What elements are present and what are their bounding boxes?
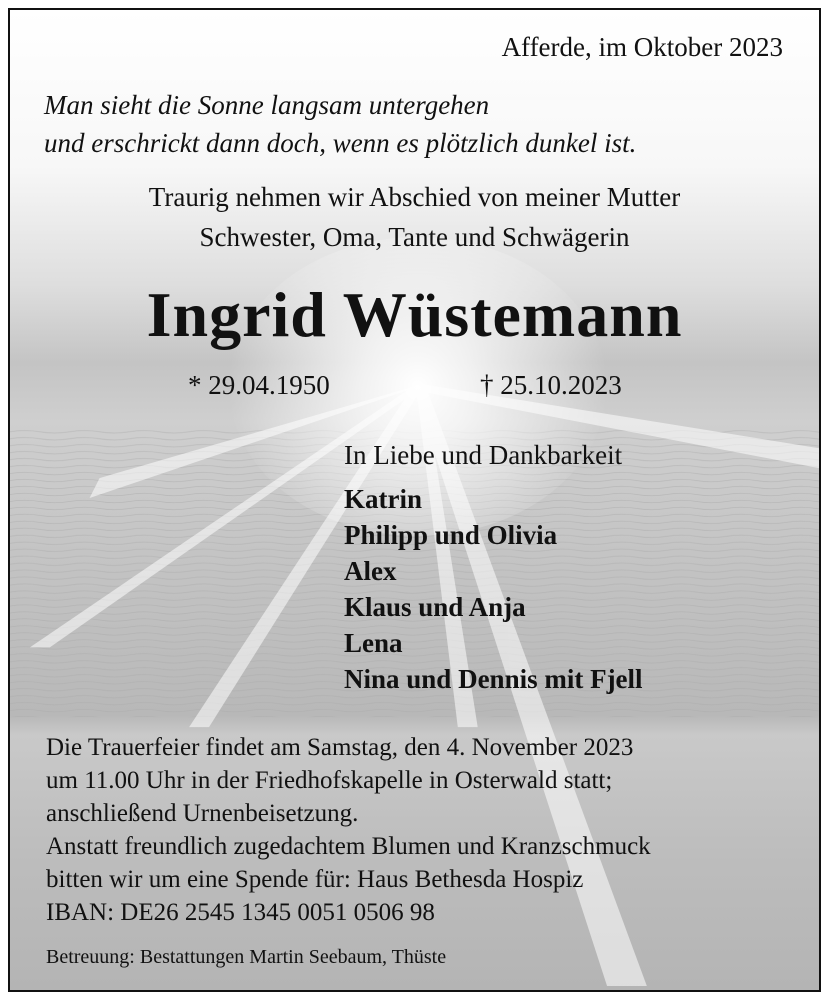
donation-info-line: bitten wir um eine Spende für: Haus Bethesda Hospiz (46, 866, 584, 893)
mourner-name: Nina und Dennis mit Fjell (344, 664, 643, 694)
intro-line: Schwester, Oma, Tante und Schwägerin (199, 222, 630, 252)
mourner-name: Klaus und Anja (344, 592, 526, 622)
quote-line: und erschrickt dann doch, wenn es plötzlich dunkel ist. (44, 128, 637, 158)
mourner-name: Lena (344, 628, 403, 658)
funeral-info-line: Die Trauerfeier findet am Samstag, den 4. November 2023 (46, 734, 634, 761)
undertaker-credit: Betreuung: Bestattungen Martin Seebaum, Thüste (46, 946, 447, 968)
mourner-name: Alex (344, 556, 397, 586)
deceased-name: Ingrid Wüstemann (146, 279, 683, 350)
intro-line: Traurig nehmen wir Abschied von meiner Mutter (148, 182, 681, 212)
funeral-info-line: um 11.00 Uhr in der Friedhofskapelle in Osterwald statt; (46, 767, 613, 794)
place-and-date: Afferde, im Oktober 2023 (501, 32, 783, 62)
birth-date: * 29.04.1950 (188, 370, 330, 400)
donation-info-line: Anstatt freundlich zugedachtem Blumen und Kranzschmuck (46, 833, 651, 860)
mourner-name: Philipp und Olivia (344, 520, 558, 550)
thanks-line: In Liebe und Dankbarkeit (344, 440, 623, 470)
quote-line: Man sieht die Sonne langsam untergehen (44, 90, 490, 120)
mourner-name: Katrin (344, 484, 422, 514)
iban: IBAN: DE26 2545 1345 0051 0506 98 (46, 899, 435, 926)
death-date: † 25.10.2023 (480, 370, 622, 400)
funeral-info-line: anschließend Urnenbeisetzung. (46, 800, 359, 827)
notice-frame (8, 8, 821, 992)
